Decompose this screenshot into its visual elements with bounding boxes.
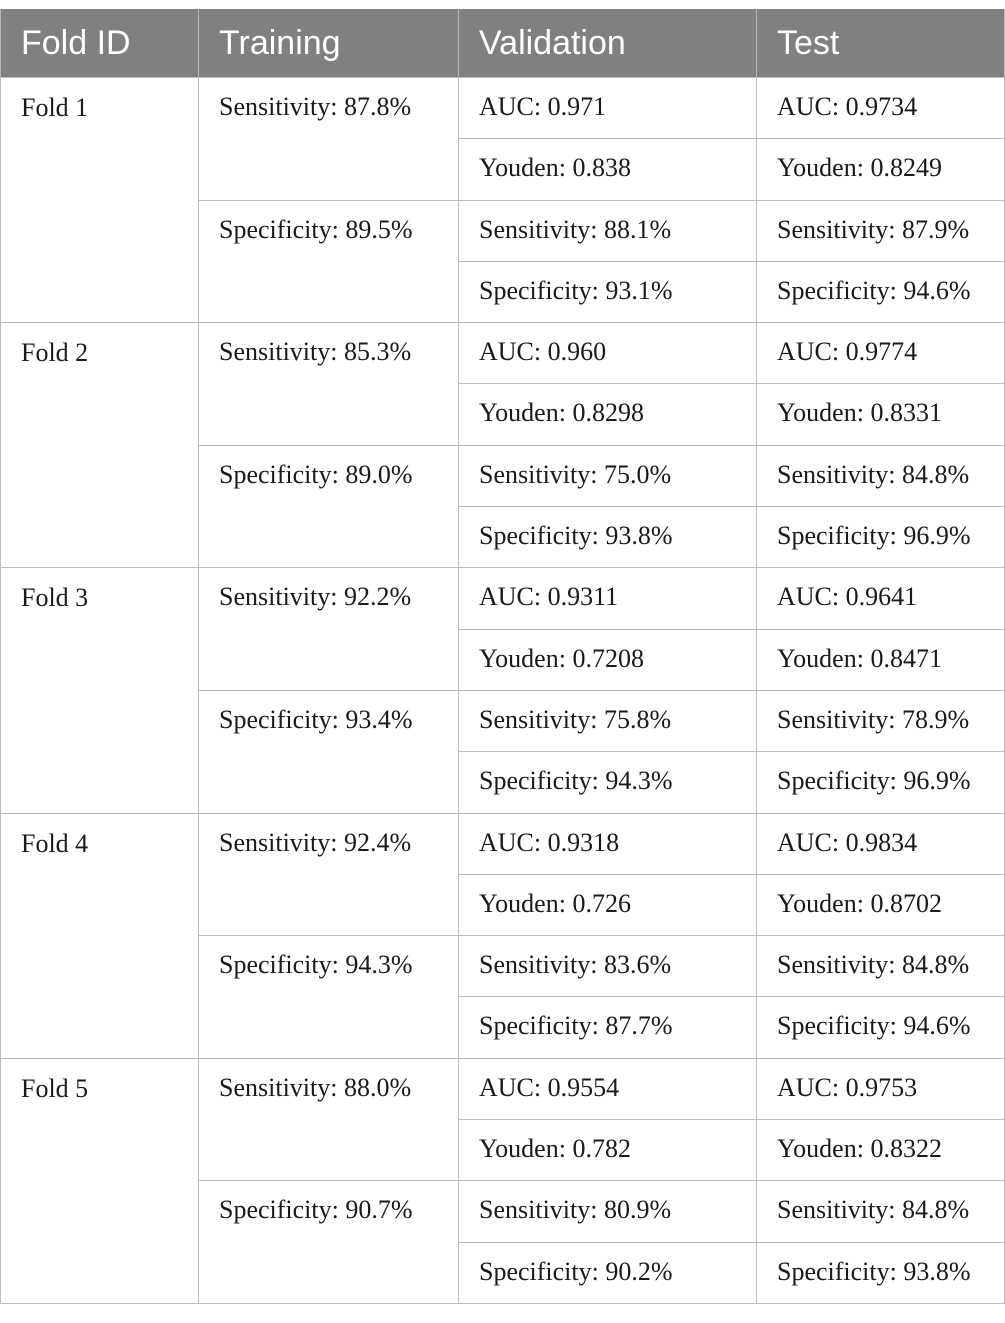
test-metric-cell: Specificity: 94.6% bbox=[757, 997, 1005, 1058]
fold-id-cell: Fold 3 bbox=[1, 568, 199, 813]
training-metric-cell: Specificity: 94.3% bbox=[199, 936, 459, 1059]
test-metric-cell: Youden: 0.8471 bbox=[757, 629, 1005, 690]
test-metric-cell: Specificity: 94.6% bbox=[757, 261, 1005, 322]
validation-metric-cell: Youden: 0.8298 bbox=[459, 384, 757, 445]
test-metric-cell: Specificity: 96.9% bbox=[757, 752, 1005, 813]
test-metric-cell: AUC: 0.9774 bbox=[757, 323, 1005, 384]
table-row bbox=[1, 78, 1005, 139]
test-metric-cell: AUC: 0.9734 bbox=[757, 78, 1005, 139]
table-row bbox=[1, 568, 1005, 629]
validation-metric-cell: Sensitivity: 88.1% bbox=[459, 200, 757, 261]
test-metric-cell: Sensitivity: 78.9% bbox=[757, 690, 1005, 751]
validation-metric-cell: Sensitivity: 83.6% bbox=[459, 936, 757, 997]
test-metric-cell: Sensitivity: 84.8% bbox=[757, 936, 1005, 997]
validation-metric-cell: Specificity: 90.2% bbox=[459, 1242, 757, 1303]
training-metric-cell: Sensitivity: 92.4% bbox=[199, 813, 459, 936]
table-row bbox=[1, 323, 1005, 384]
fold-id-cell: Fold 5 bbox=[1, 1058, 199, 1303]
header-validation: Validation bbox=[459, 9, 757, 78]
validation-metric-cell: Specificity: 87.7% bbox=[459, 997, 757, 1058]
header-fold-id: Fold ID bbox=[1, 9, 199, 78]
test-metric-cell: Youden: 0.8702 bbox=[757, 874, 1005, 935]
header-row bbox=[1, 9, 1005, 78]
table-row bbox=[1, 1058, 1005, 1119]
validation-metric-cell: Specificity: 94.3% bbox=[459, 752, 757, 813]
test-metric-cell: AUC: 0.9834 bbox=[757, 813, 1005, 874]
header-test: Test bbox=[757, 9, 1005, 78]
training-metric-cell: Sensitivity: 87.8% bbox=[199, 78, 459, 201]
fold-results-table bbox=[0, 9, 1005, 1304]
training-metric-cell: Sensitivity: 88.0% bbox=[199, 1058, 459, 1181]
results-table-container bbox=[0, 9, 1005, 1304]
test-metric-cell: AUC: 0.9753 bbox=[757, 1058, 1005, 1119]
test-metric-cell: Specificity: 93.8% bbox=[757, 1242, 1005, 1303]
validation-metric-cell: Youden: 0.782 bbox=[459, 1120, 757, 1181]
fold-id-cell: Fold 1 bbox=[1, 78, 199, 323]
test-metric-cell: Sensitivity: 84.8% bbox=[757, 445, 1005, 506]
training-metric-cell: Specificity: 93.4% bbox=[199, 690, 459, 813]
validation-metric-cell: AUC: 0.9311 bbox=[459, 568, 757, 629]
test-metric-cell: Sensitivity: 87.9% bbox=[757, 200, 1005, 261]
training-metric-cell: Specificity: 89.5% bbox=[199, 200, 459, 323]
validation-metric-cell: Sensitivity: 80.9% bbox=[459, 1181, 757, 1242]
training-metric-cell: Sensitivity: 92.2% bbox=[199, 568, 459, 691]
validation-metric-cell: Sensitivity: 75.8% bbox=[459, 690, 757, 751]
training-metric-cell: Sensitivity: 85.3% bbox=[199, 323, 459, 446]
training-metric-cell: Specificity: 89.0% bbox=[199, 445, 459, 568]
validation-metric-cell: Youden: 0.838 bbox=[459, 139, 757, 200]
table-row bbox=[1, 813, 1005, 874]
validation-metric-cell: AUC: 0.9554 bbox=[459, 1058, 757, 1119]
test-metric-cell: Specificity: 96.9% bbox=[757, 507, 1005, 568]
validation-metric-cell: Sensitivity: 75.0% bbox=[459, 445, 757, 506]
fold-id-cell: Fold 2 bbox=[1, 323, 199, 568]
test-metric-cell: Youden: 0.8331 bbox=[757, 384, 1005, 445]
header-training: Training bbox=[199, 9, 459, 78]
table-body bbox=[1, 78, 1005, 1304]
test-metric-cell: Youden: 0.8322 bbox=[757, 1120, 1005, 1181]
validation-metric-cell: Specificity: 93.1% bbox=[459, 261, 757, 322]
test-metric-cell: Youden: 0.8249 bbox=[757, 139, 1005, 200]
test-metric-cell: AUC: 0.9641 bbox=[757, 568, 1005, 629]
test-metric-cell: Sensitivity: 84.8% bbox=[757, 1181, 1005, 1242]
fold-id-cell: Fold 4 bbox=[1, 813, 199, 1058]
validation-metric-cell: AUC: 0.960 bbox=[459, 323, 757, 384]
validation-metric-cell: Specificity: 93.8% bbox=[459, 507, 757, 568]
validation-metric-cell: Youden: 0.726 bbox=[459, 874, 757, 935]
validation-metric-cell: AUC: 0.971 bbox=[459, 78, 757, 139]
validation-metric-cell: Youden: 0.7208 bbox=[459, 629, 757, 690]
training-metric-cell: Specificity: 90.7% bbox=[199, 1181, 459, 1304]
validation-metric-cell: AUC: 0.9318 bbox=[459, 813, 757, 874]
